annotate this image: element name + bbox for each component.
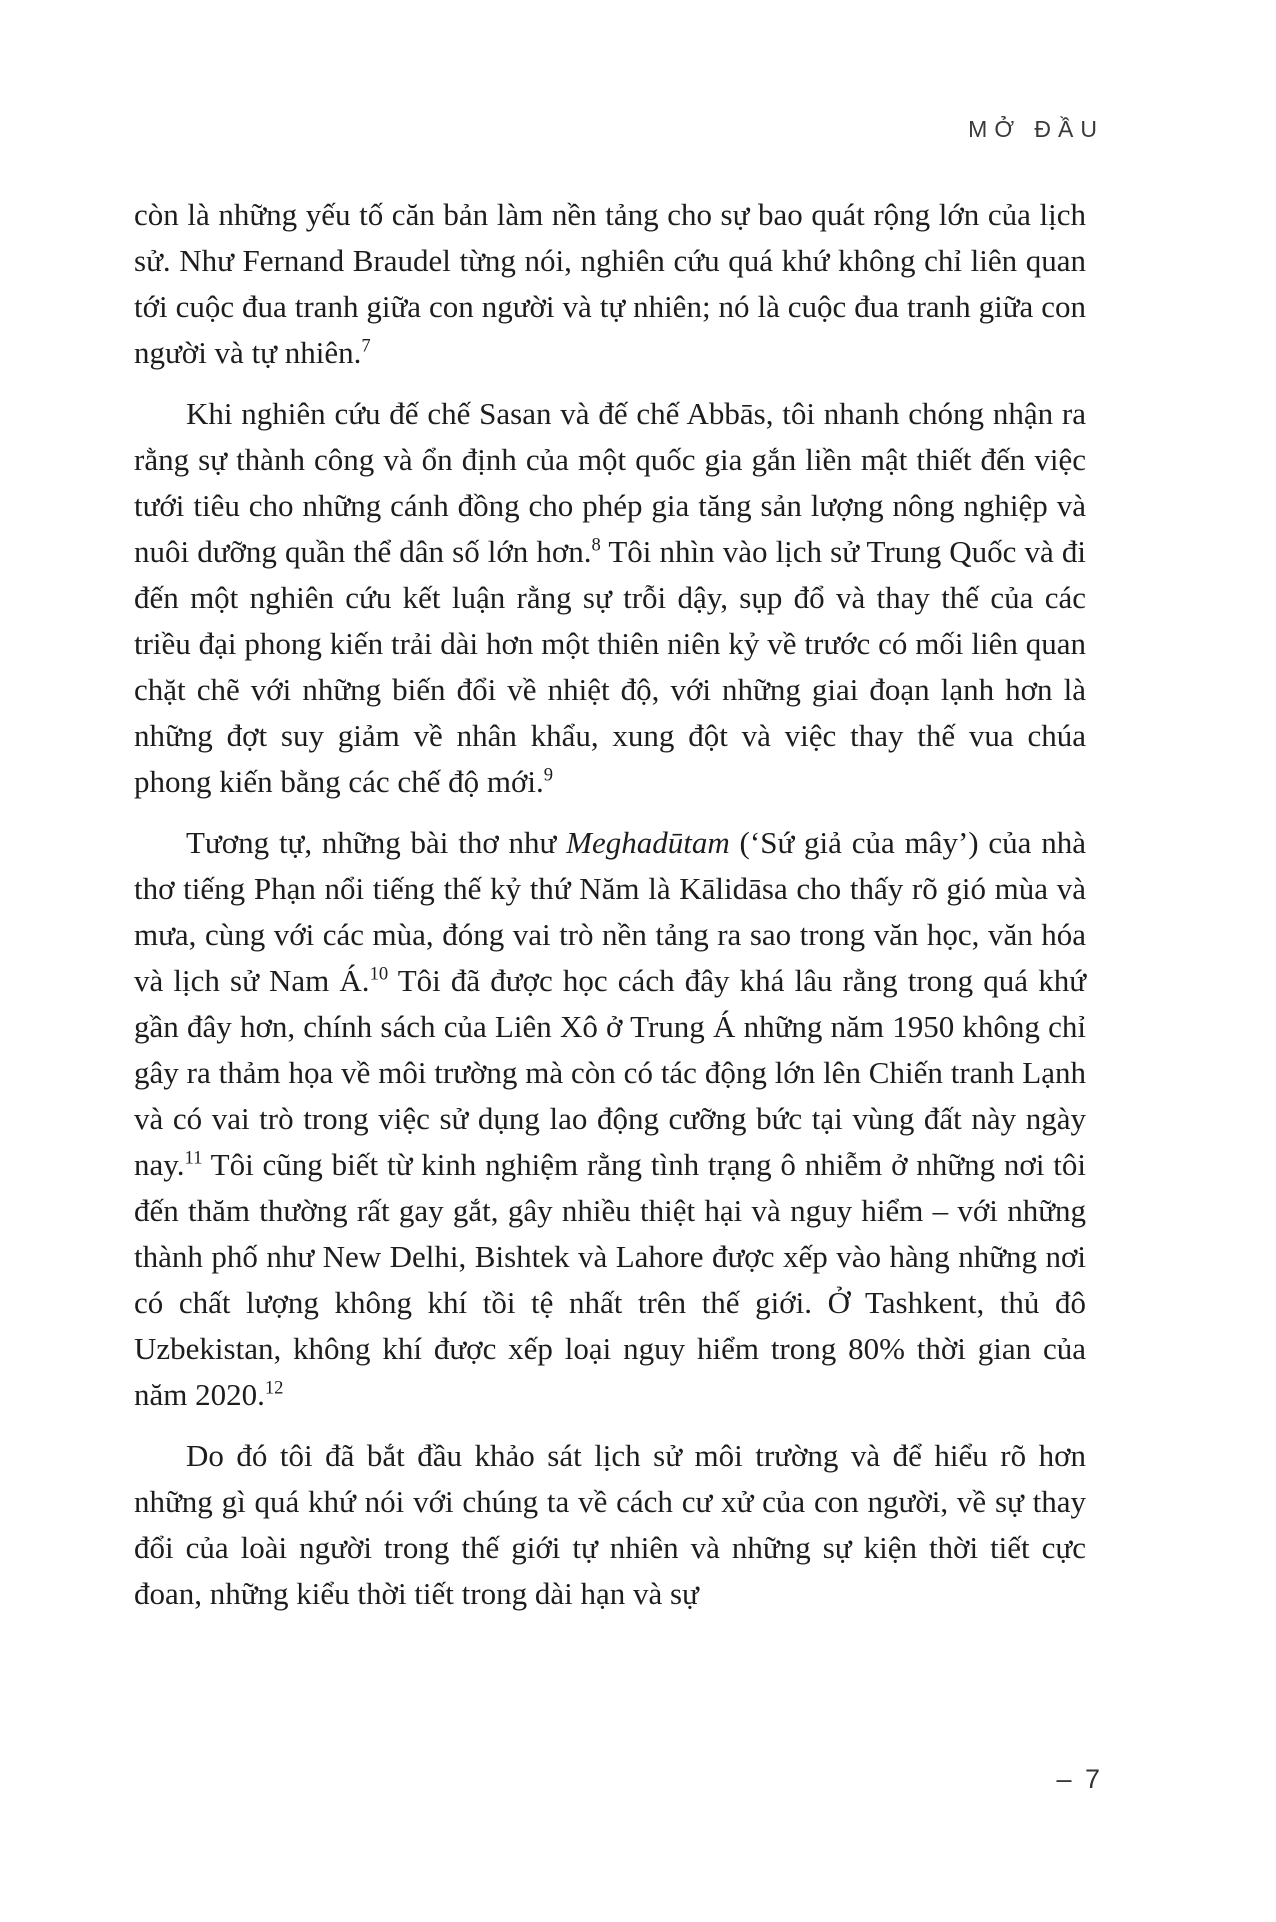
- text-run: Tôi nhìn vào lịch sử Trung Quốc và đi đến một nghiên cứu kết luận rằng sự trỗi dậy, sụp đổ và thay thế của các triều đại phong kiến trải dài hơn một thiên niên kỷ về trước có mối liên quan chặt chẽ với những biến đổi về nhiệt độ, với những giai đoạn lạnh hơn là những đợt suy giảm về nhân khẩu, xung đột và việc thay thế vua chúa phong kiến bằng các chế độ mới.: [134, 534, 1086, 799]
- footnote-reference: 12: [264, 1377, 284, 1399]
- text-run: còn là những yếu tố căn bản làm nền tảng cho sự bao quát rộng lớn của lịch sử. Như Fernand Braudel từng nói, nghiên cứu quá khứ không chỉ liên quan tới cuộc đua tranh giữa con người và tự nhiên; nó là cuộc đua tranh giữa con người và tự nhiên.: [134, 197, 1086, 370]
- text-run: Do đó tôi đã bắt đầu khảo sát lịch sử môi trường và để hiểu rõ hơn những gì quá khứ nói với chúng ta về cách cư xử của con người, về sự thay đổi của loài người trong thế giới tự nhiên và những sự kiện thời tiết cực đoan, những kiểu thời tiết trong dài hạn và sự: [134, 1438, 1086, 1611]
- work-title-italic: Meghadūtam: [566, 825, 730, 860]
- page-number: – 7: [1056, 1764, 1103, 1794]
- paragraph: [134, 192, 1086, 376]
- footnote-reference: 9: [543, 764, 554, 786]
- paragraph: [134, 391, 1086, 805]
- footnote-reference: 10: [369, 963, 389, 985]
- footnote-reference: 8: [591, 534, 601, 556]
- footnote-reference: 11: [184, 1147, 203, 1169]
- paragraph: [134, 820, 1086, 1418]
- text-run: Tôi đã được học cách đây khá lâu rằng trong quá khứ gần đây hơn, chính sách của Liên Xô ở Trung Á những năm 1950 không chỉ gây ra thảm họa về môi trường mà còn có tác động lớn lên Chiến tranh Lạnh và có vai trò trong việc sử dụng lao động cưỡng bức tại vùng đất này ngày nay.: [134, 963, 1086, 1182]
- text-run: Tương tự, những bài thơ như: [186, 825, 567, 860]
- paragraph: [134, 1433, 1086, 1617]
- footnote-reference: 7: [361, 335, 371, 357]
- body-text: [134, 192, 1086, 1617]
- text-run: Khi nghiên cứu đế chế Sasan và đế chế Abbās, tôi nhanh chóng nhận ra rằng sự thành công và ổn định của một quốc gia gắn liền mật thiết đến việc tưới tiêu cho những cánh đồng cho phép gia tăng sản lượng nông nghiệp và nuôi dưỡng quần thể dân số lớn hơn.: [134, 396, 1086, 569]
- text-run: Tôi cũng biết từ kinh nghiệm rằng tình trạng ô nhiễm ở những nơi tôi đến thăm thường rất gay gắt, gây nhiều thiệt hại và nguy hiểm – với những thành phố như New Delhi, Bishtek và Lahore được xếp vào hàng những nơi có chất lượng không khí tồi tệ nhất trên thế giới. Ở Tashkent, thủ đô Uzbekistan, không khí được xếp loại nguy hiểm trong 80% thời gian của năm 2020.: [134, 1147, 1086, 1412]
- running-head: MỞ ĐẦU: [968, 116, 1104, 142]
- text-run: (‘Sứ giả của mây’) của nhà thơ tiếng Phạn nổi tiếng thế kỷ thứ Năm là Kālidāsa cho thấy rõ gió mùa và mưa, cùng với các mùa, đóng vai trò nền tảng ra sao trong văn học, văn hóa và lịch sử Nam Á.: [134, 825, 1086, 998]
